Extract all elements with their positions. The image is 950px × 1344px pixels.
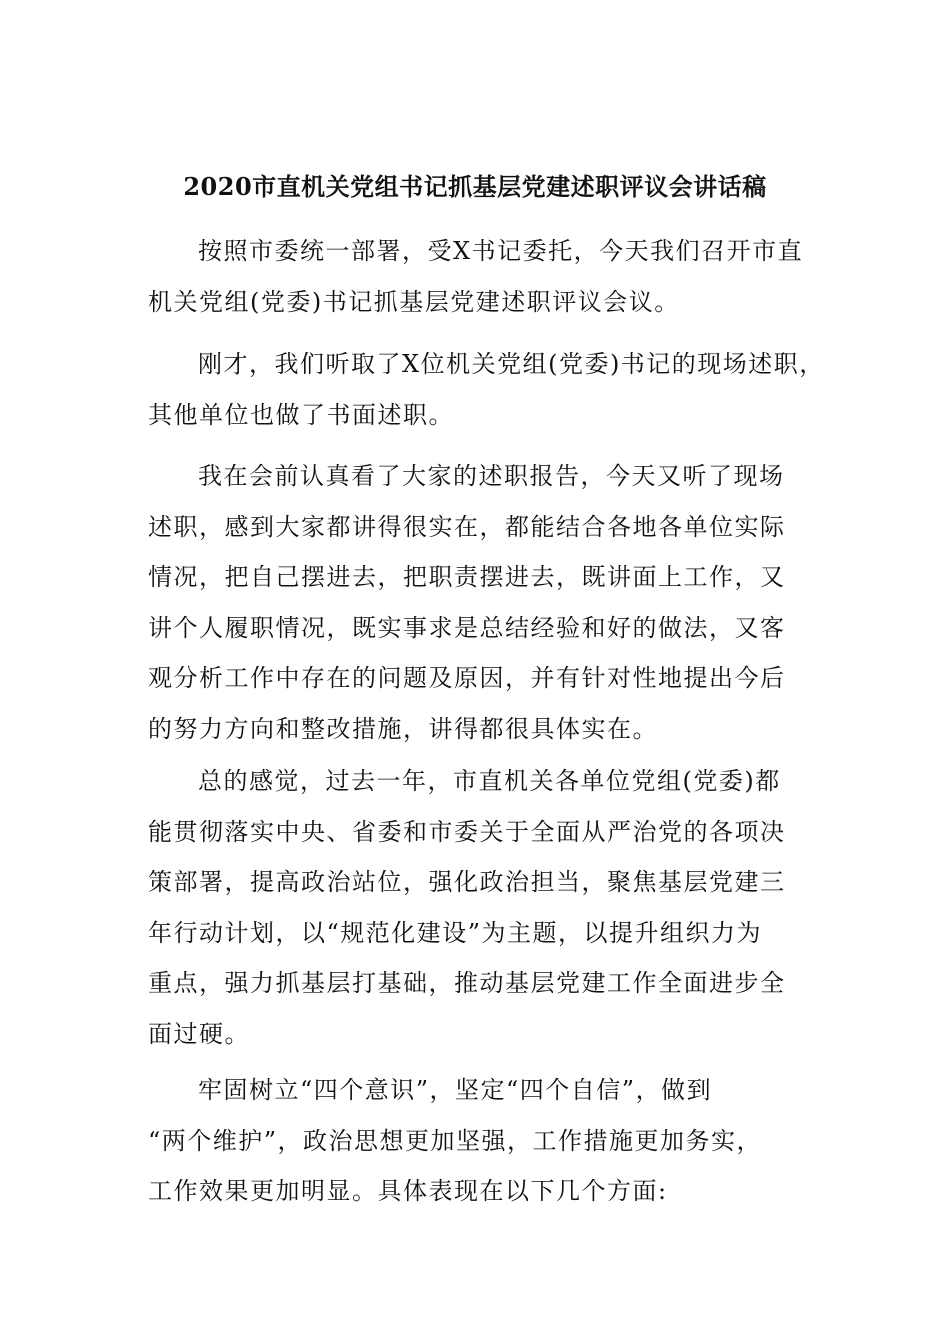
document-title: 2020市直机关党组书记抓基层党建述职评议会讲话稿: [183, 172, 767, 201]
paragraph-line: 总的感觉，过去一年，市直机关各单位党组(党委)都: [198, 767, 781, 795]
paragraph-line: 能贯彻落实中央、省委和市委关于全面从严治党的各项决: [148, 817, 786, 846]
paragraph-line: 刚才，我们听取了X位机关党组(党委)书记的现场述职，: [198, 350, 825, 378]
paragraph-line: 工作效果更加明显。具体表现在以下几个方面:: [148, 1177, 668, 1205]
paragraph-1: [148, 226, 828, 327]
paragraph-5: [148, 1065, 828, 1217]
paragraph-line: 策部署，提高政治站位，强化政治担当，聚焦基层党建三: [148, 868, 786, 896]
paragraph-line: 情况，把自己摆进去，把职责摆进去，既讲面上工作，又: [148, 563, 786, 591]
paragraph-line: 面过硬。: [148, 1019, 250, 1048]
paragraph-3: [148, 451, 828, 754]
paragraph-line: 牢固树立“四个意识”，坚定“四个自信”，做到: [198, 1076, 713, 1104]
paragraph-line: 述职，感到大家都讲得很实在，都能结合各地各单位实际: [148, 512, 786, 541]
paragraph-line: 其他单位也做了书面述职。: [148, 400, 454, 429]
paragraph-line: “两个维护”，政治思想更加坚强，工作措施更加务实，: [148, 1126, 763, 1155]
paragraph-line: 我在会前认真看了大家的述职报告，今天又听了现场: [198, 462, 785, 490]
paragraph-line: 重点，强力抓基层打基础，推动基层党建工作全面进步全: [148, 969, 786, 997]
paragraph-line: 的努力方向和整改措施，讲得都很具体实在。: [148, 714, 658, 743]
paragraph-line: 按照市委统一部署，受X书记委托，今天我们召开市直: [198, 237, 804, 265]
paragraph-line: 机关党组(党委)书记抓基层党建述职评议会议。: [148, 287, 680, 316]
paragraph-line: 年行动计划，以“规范化建设”为主题，以提升组织力为: [148, 918, 763, 947]
paragraph-line: 讲个人履职情况，既实事求是总结经验和好的做法，又客: [148, 613, 786, 642]
paragraph-2: [148, 339, 828, 440]
paragraph-4: [148, 756, 828, 1059]
paragraph-line: 观分析工作中存在的问题及原因，并有针对性地提出今后: [148, 664, 786, 692]
